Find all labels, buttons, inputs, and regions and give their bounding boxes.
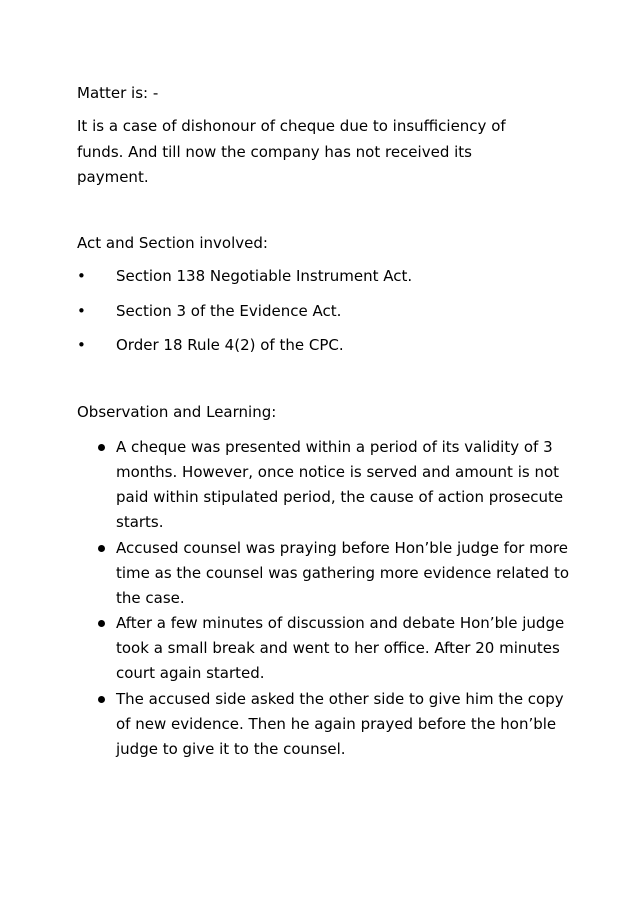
observation-bullet-2: [98, 545, 105, 552]
observation-bullet-3: [98, 620, 105, 627]
matter-heading: Matter is: -: [77, 84, 159, 102]
observation-bullet-1: [98, 444, 105, 451]
observation-item-4: The accused side asked the other side to give him the copy of new evidence. Then he again prayed before the hon’ble judge to give it to the counsel.: [116, 690, 564, 758]
matter-line-3: payment.: [77, 168, 149, 186]
acts-item-1: Section 138 Negotiable Instrument Act.: [116, 267, 413, 285]
acts-bullet-1: •: [77, 267, 86, 285]
matter-line-2: funds. And till now the company has not received its: [77, 143, 472, 161]
acts-bullet-3: •: [77, 336, 86, 354]
observation-item-1: A cheque was presented within a period of its validity of 3 months. However, once notice is served and amount is not paid within stipulated period, the cause of action prosecute starts.: [116, 438, 564, 531]
acts-item-3: Order 18 Rule 4(2) of the CPC.: [116, 336, 344, 354]
acts-bullet-2: •: [77, 302, 86, 320]
matter-line-1: It is a case of dishonour of cheque due to insufficiency of: [77, 117, 506, 135]
acts-item-2: Section 3 of the Evidence Act.: [116, 302, 342, 320]
observation-item-2: Accused counsel was praying before Hon’ble judge for more time as the counsel was gathering more evidence related to the case.: [116, 539, 570, 607]
acts-heading: Act and Section involved:: [77, 234, 268, 252]
observation-item-3: After a few minutes of discussion and debate Hon’ble judge took a small break and went to her office. After 20 minutes court again started.: [116, 614, 565, 682]
observation-bullet-4: [98, 696, 105, 703]
observation-heading: Observation and Learning:: [77, 403, 277, 421]
